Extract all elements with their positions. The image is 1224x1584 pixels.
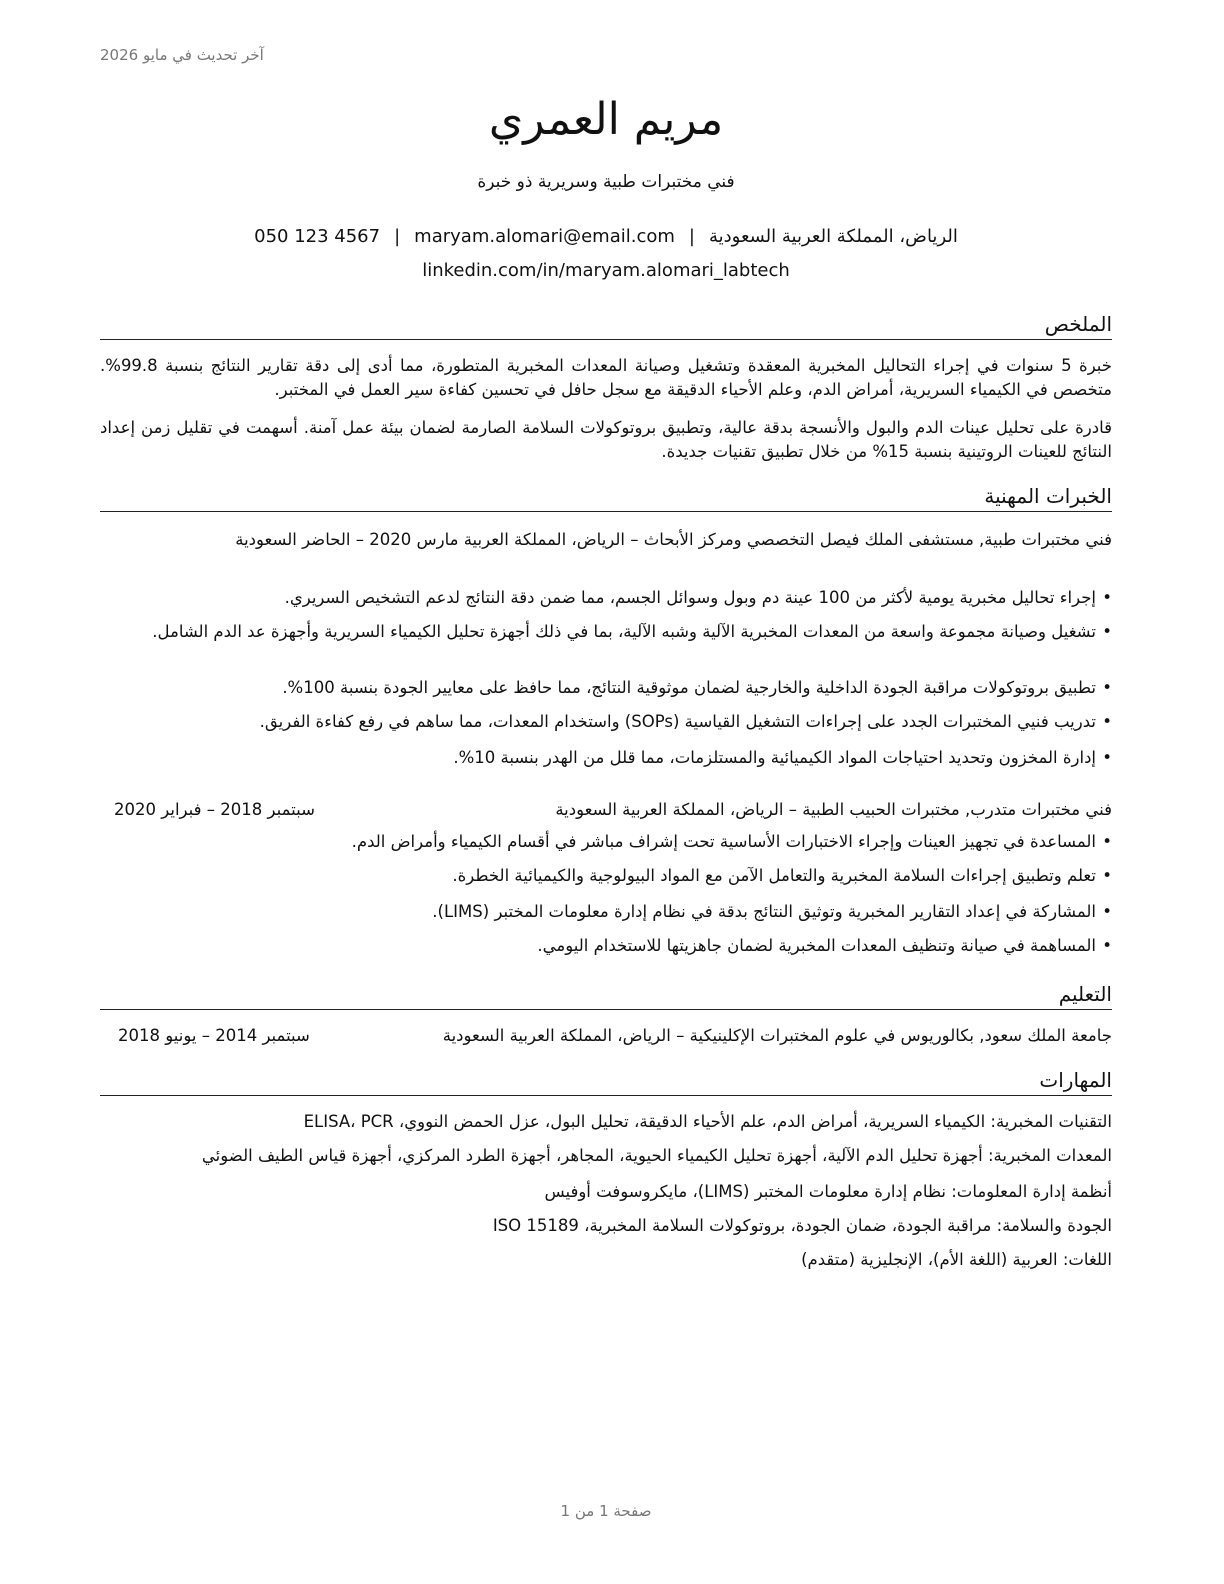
contact-separator: |: [688, 226, 695, 247]
skills-line-systems: أنظمة إدارة المعلومات: نظام إدارة معلومات المختبر (LIMS)، مايكروسوفت أوفيس: [544, 1182, 1112, 1201]
contact-linkedin[interactable]: linkedin.com/in/maryam.alomari_labtech: [422, 260, 790, 281]
contact-line-1: [100, 220, 1112, 254]
candidate-name: مريم العمري: [488, 94, 724, 145]
job-2-dates: سبتمبر 2018 – فبراير 2020: [114, 800, 315, 819]
education-dates: سبتمبر 2014 – يونيو 2018: [118, 1026, 310, 1045]
section-title-summary: الملخص: [100, 310, 1112, 340]
education-entry: [118, 1024, 1112, 1048]
summary-paragraph-2: قادرة على تحليل عينات الدم والبول والأنسجة بدقة عالية، وتطبيق بروتوكولات السلامة الصارمة لضمان بيئة عمل آمنة. أسهمت في تقليل زمن إعداد النتائج للعينات الروتينية بنسبة 15% من خلال تطبيق تقنيات جديدة.: [100, 418, 1112, 461]
job-2-bullet-3: • المشاركة في إعداد التقارير المخبرية وتوثيق النتائج بدقة في نظام إدارة معلومات المختبر (LIMS).: [100, 900, 1112, 924]
section-title-education: التعليم: [100, 980, 1112, 1010]
contact-location: الرياض، المملكة العربية السعودية: [708, 226, 958, 247]
contact-phone: 050 123 4567: [254, 226, 381, 247]
section-title-skills: المهارات: [100, 1066, 1112, 1096]
page-number: صفحة 1 من 1: [560, 1502, 652, 1520]
job-2-bullet-1: • المساعدة في تجهيز العينات وإجراء الاختبارات الأساسية تحت إشراف مباشر في أقسام الكيمياء وأمراض الدم.: [100, 830, 1112, 854]
contact-separator: |: [394, 226, 401, 247]
job-2-bullet-2: • تعلم وتطبيق إجراءات السلامة المخبرية والتعامل الآمن مع المواد البيولوجية والكيميائية الخطرة.: [100, 864, 1112, 888]
job-1-bullet-2: • تشغيل وصيانة مجموعة واسعة من المعدات المخبرية الآلية وشبه الآلية، بما في ذلك أجهزة تحليل الكيمياء السريرية وأجهزة عد الدم الشامل.: [100, 620, 1112, 644]
job-2-bullet-4: • المساهمة في صيانة وتنظيف المعدات المخبرية لضمان جاهزيتها للاستخدام اليومي.: [100, 934, 1112, 958]
job-1-bullet-5: • إدارة المخزون وتحديد احتياجات المواد الكيميائية والمستلزمات، مما قلل من الهدر بنسبة 10%.: [100, 746, 1112, 770]
resume-page: [100, 0, 1112, 1584]
skills-line-languages: اللغات: العربية (اللغة الأم)، الإنجليزية (متقدم): [801, 1250, 1112, 1269]
summary-paragraph-1: خبرة 5 سنوات في إجراء التحاليل المخبرية المعقدة وتشغيل وصيانة المعدات المخبرية المتطورة، مما أدى إلى دقة تقارير النتائج بنسبة 99.8%. متخصص في الكيمياء السريرية، أمراض الدم، وعلم الأحياء الدقيقة مع سجل حافل في تحسين كفاءة سير العمل في المختبر.: [100, 356, 1112, 399]
job-1-bullet-1: • إجراء تحاليل مخبرية يومية لأكثر من 100 عينة دم وبول وسوائل الجسم، مما ضمن دقة النتائج لدعم التشخيص السريري.: [100, 586, 1112, 610]
contact-block: [100, 220, 1112, 288]
education-institution: جامعة الملك سعود, بكالوريوس في علوم المختبرات الإكلينيكية – الرياض، المملكة العربية السعودية: [442, 1026, 1112, 1045]
job-1-bullet-3: • تطبيق بروتوكولات مراقبة الجودة الداخلية والخارجية لضمان موثوقية النتائج، مما حافظ على معايير الجودة بنسبة 100%.: [100, 676, 1112, 700]
skills-line-quality: الجودة والسلامة: مراقبة الجودة، ضمان الجودة، بروتوكولات السلامة المخبرية، ISO 15189: [492, 1216, 1112, 1235]
job-heading-1: فني مختبرات طبية, مستشفى الملك فيصل التخصصي ومركز الأبحاث – الرياض، المملكة العربية مارس 2020 – الحاضر السعودية: [235, 530, 1112, 549]
last-updated: آخر تحديث في مايو 2026: [100, 46, 264, 64]
section-title-experience: الخبرات المهنية: [100, 482, 1112, 512]
job-1-bullet-4: • تدريب فنيي المختبرات الجدد على إجراءات التشغيل القياسية (SOPs) واستخدام المعدات، مما ساهم في رفع كفاءة الفريق.: [100, 710, 1112, 734]
contact-email[interactable]: maryam.alomari@email.com: [414, 226, 675, 247]
job-heading-2: [114, 798, 1112, 822]
skills-line-techniques: التقنيات المخبرية: الكيمياء السريرية، أمراض الدم، علم الأحياء الدقيقة، تحليل البول، عزل الحمض النووي، ELISA، PCR: [303, 1112, 1112, 1131]
candidate-tagline: فني مختبرات طبية وسريرية ذو خبرة: [477, 172, 735, 192]
job-2-role-org: فني مختبرات متدرب, مختبرات الحبيب الطبية – الرياض، المملكة العربية السعودية: [555, 800, 1112, 819]
skills-line-equipment: المعدات المخبرية: أجهزة تحليل الدم الآلية، أجهزة تحليل الكيمياء الحيوية، المجاهر، أجهزة الطرد المركزي، أجهزة قياس الطيف الضوئي: [201, 1146, 1112, 1165]
